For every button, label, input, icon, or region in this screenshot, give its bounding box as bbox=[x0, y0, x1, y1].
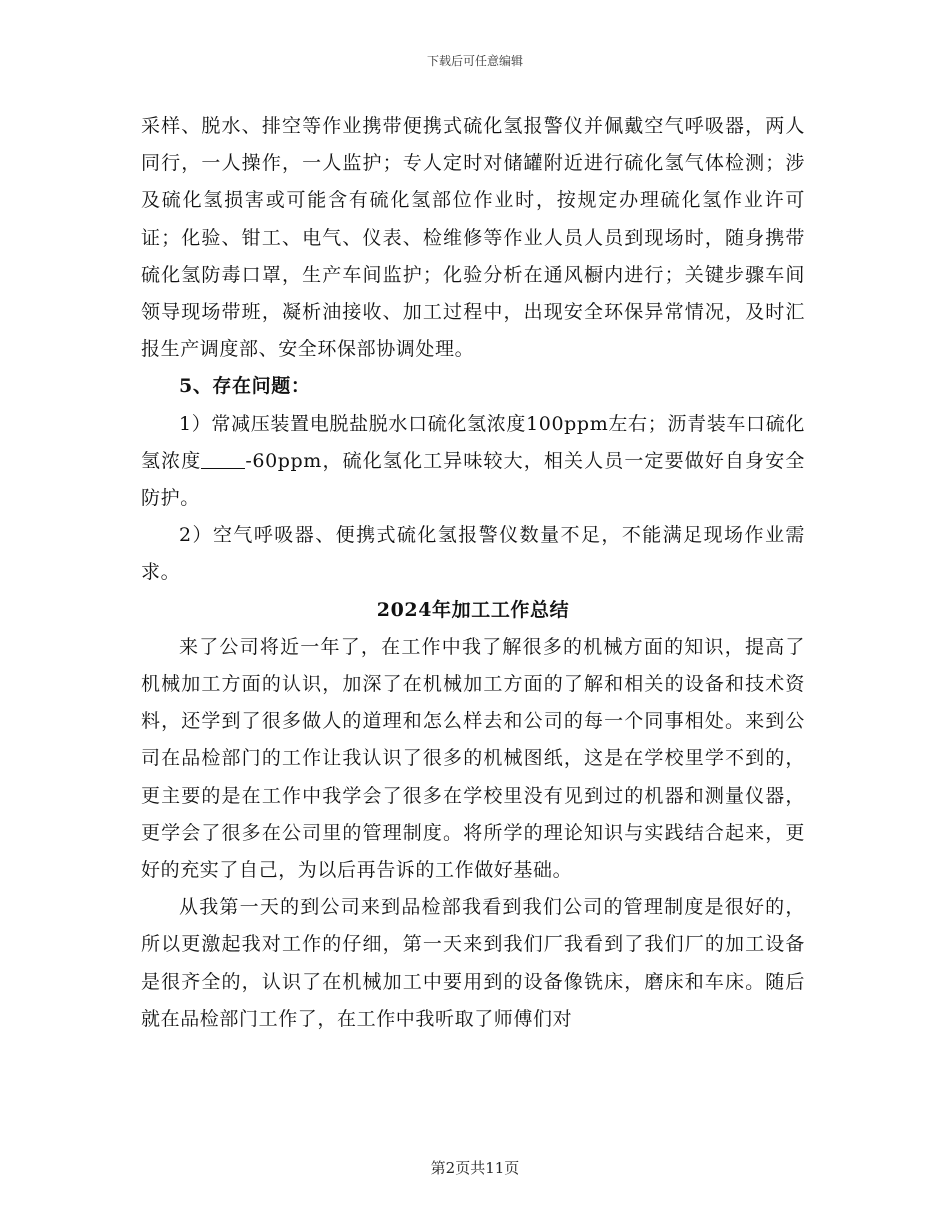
paragraph-2-part-1: 1）常减压装置电脱盐脱水口硫化氢浓度100ppm左右；沥青装车口硫化氢浓度 bbox=[141, 412, 805, 472]
paragraph-4: 来了公司将近一年了，在工作中我了解很多的机械方面的知识，提高了机械加工方面的认识，加深了在机械加工方面的了解和相关的设备和技术资料，还学到了很多做人的道理和怎么样去和公司的每一个同事相处。来到公司在品检部门的工作让我认识了很多的机械图纸，这是在学校里学不到的，更主要的是在工作中我学会了很多在学校里没有见到过的机器和测量仪器，更学会了很多在公司里的管理制度。将所学的理论知识与实践结合起来，更好的充实了自己，为以后再告诉的工作做好基础。 bbox=[141, 635, 805, 882]
section-heading-problems: 5、存在问题： bbox=[179, 375, 311, 398]
page-number: 第2页共11页 bbox=[430, 1159, 520, 1177]
paragraph-2 bbox=[141, 406, 805, 518]
document-body bbox=[141, 108, 805, 1038]
page-header: 下载后可任意编辑 bbox=[426, 54, 523, 68]
fill-blank bbox=[201, 450, 245, 469]
paragraph-3: 2）空气呼吸器、便携式硫化氢报警仪数量不足，不能满足现场作业需求。 bbox=[141, 524, 805, 584]
document-title: 2024年加工工作总结 bbox=[376, 598, 570, 621]
paragraph-2-part-2: -60ppm，硫化氢化工异味较大，相关人员一定要做好自身安全防护。 bbox=[141, 449, 805, 510]
paragraph-1: 采样、脱水、排空等作业携带便携式硫化氢报警仪并佩戴空气呼吸器，两人同行，一人操作，一人监护；专人定时对储罐附近进行硫化氢气体检测；涉及硫化氢损害或可能含有硫化氢部位作业时，按规定办理硫化氢作业许可证；化验、钳工、电气、仪表、检维修等作业人员人员到现场时，随身携带硫化氢防毒口罩，生产车间监护；化验分析在通风橱内进行；关键步骤车间领导现场带班，凝析油接收、加工过程中，出现安全环保异常情况，及时汇报生产调度部、安全环保部协调处理。 bbox=[141, 115, 805, 361]
paragraph-5: 从我第一天的到公司来到品检部我看到我们公司的管理制度是很好的，所以更激起我对工作的仔细，第一天来到我们厂我看到了我们厂的加工设备是很齐全的，认识了在机械加工中要用到的设备像铣床，磨床和车床。随后就在品检部门工作了，在工作中我听取了师傅们对 bbox=[141, 896, 805, 1030]
